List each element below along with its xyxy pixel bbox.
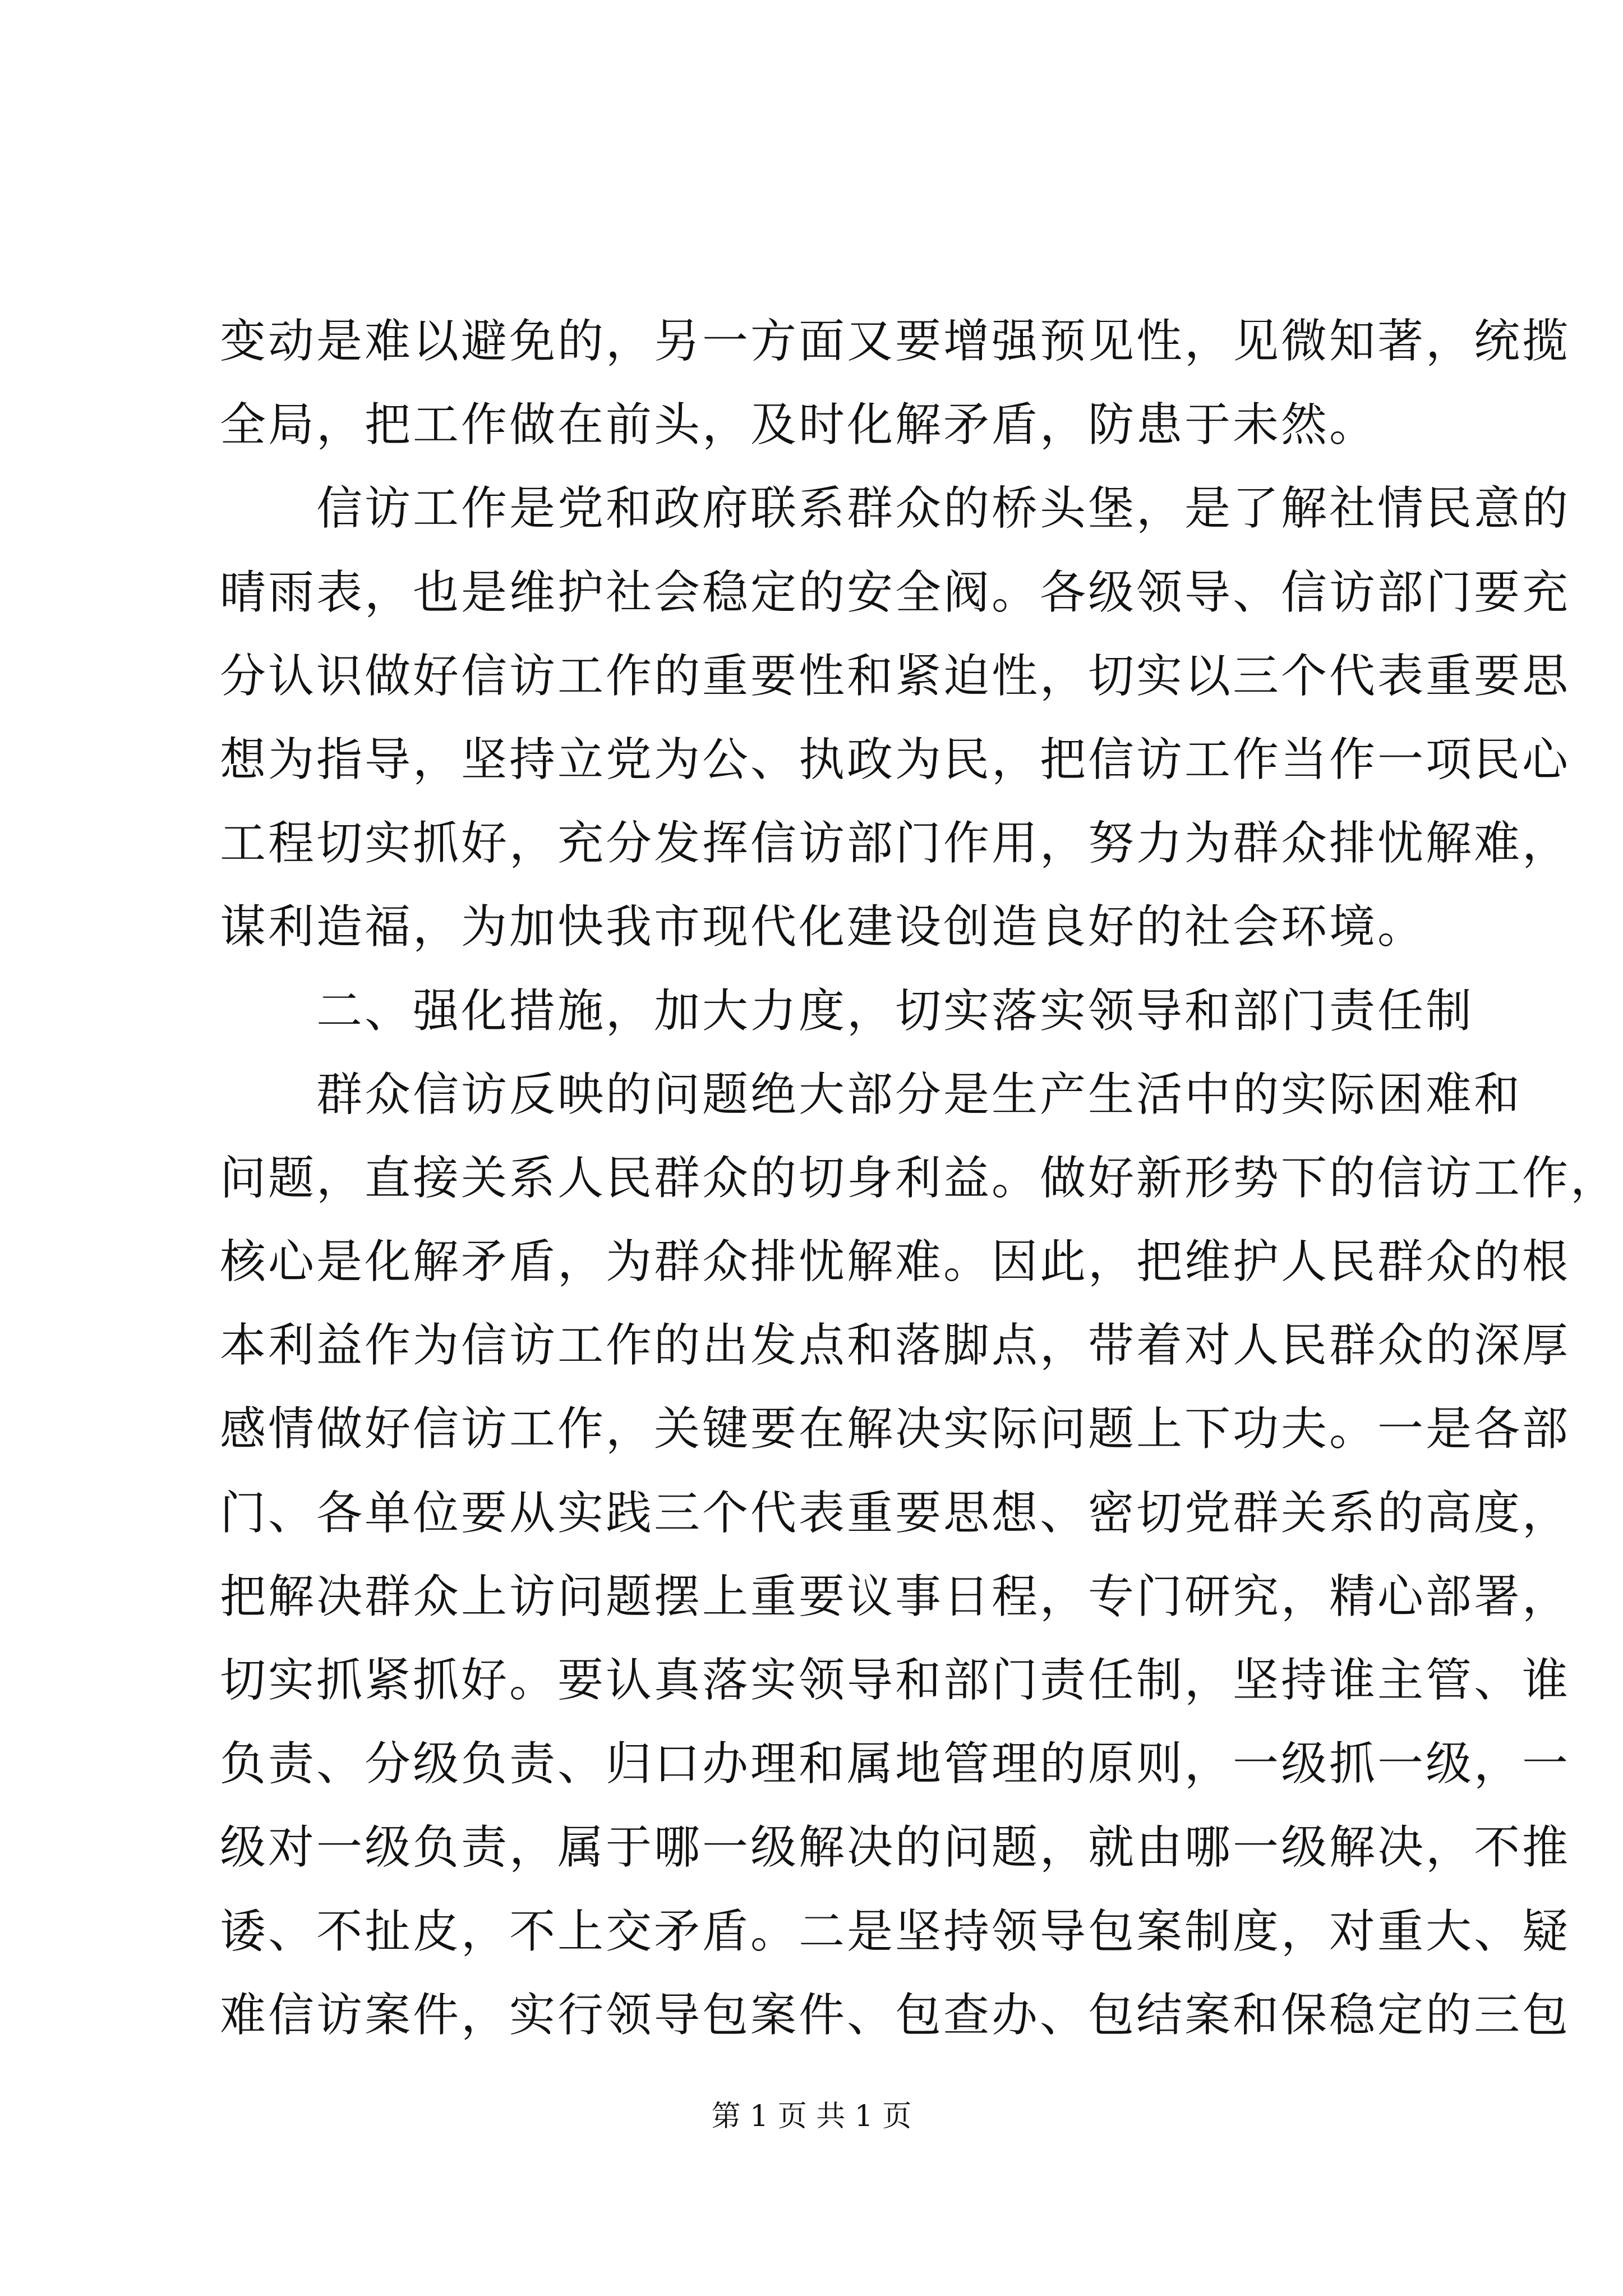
text-line: 门、各单位要从实践三个代表重要思想、密切党群关系的高度， [220,1486,1571,1540]
text-line: 群众信访反映的问题绝大部分是生产生活中的实际困难和 [220,1068,1523,1121]
text-line: 晴雨表，也是维护社会稳定的安全阀。各级领导、信访部门要充 [220,565,1571,619]
text-line: 变动是难以避免的，另一方面又要增强预见性，见微知著，统揽 [220,315,1571,368]
text-line: 全局，把工作做在前头，及时化解矛盾，防患于未然。 [220,398,1378,452]
text-line: 把解决群众上访问题摆上重要议事日程，专门研究，精心部署， [220,1570,1571,1623]
text-line: 工程切实抓好，充分发挥信访部门作用，努力为群众排忧解难， [220,817,1571,871]
text-line: 核心是化解矛盾，为群众排忧解难。因此，把维护人民群众的根 [220,1235,1571,1289]
text-line: 想为指导，坚持立党为公、执政为民，把信访工作当作一项民心 [220,733,1571,786]
text-line: 诿、不扯皮，不上交矛盾。二是坚持领导包案制度，对重大、疑 [220,1904,1571,1958]
text-line: 切实抓紧抓好。要认真落实领导和部门责任制，坚持谁主管、谁 [220,1654,1571,1707]
page-footer: 第 1 页 共 1 页 [711,2100,912,2133]
text-line: 谋利造福，为加快我市现代化建设创造良好的社会环境。 [220,900,1426,954]
text-line: 级对一级负责，属于哪一级解决的问题，就由哪一级解决，不推 [220,1821,1571,1875]
text-line: 难信访案件，实行领导包案件、包查办、包结案和保稳定的三包 [220,1988,1571,2042]
text-line: 问题，直接关系人民群众的切身利益。做好新形势下的信访工作， [220,1151,1619,1205]
text-line: 本利益作为信访工作的出发点和落脚点，带着对人民群众的深厚 [220,1319,1571,1373]
body-text [220,300,1619,2057]
text-line: 分认识做好信访工作的重要性和紧迫性，切实以三个代表重要思 [220,649,1571,703]
text-line: 负责、分级负责、归口办理和属地管理的原则，一级抓一级，一 [220,1737,1571,1791]
text-line: 感情做好信访工作，关键要在解决实际问题上下功夫。一是各部 [220,1402,1571,1456]
text-line: 信访工作是党和政府联系群众的桥头堡，是了解社情民意的 [220,482,1571,536]
section-heading: 二、强化措施，加大力度，切实落实领导和部门责任制 [220,984,1474,1038]
